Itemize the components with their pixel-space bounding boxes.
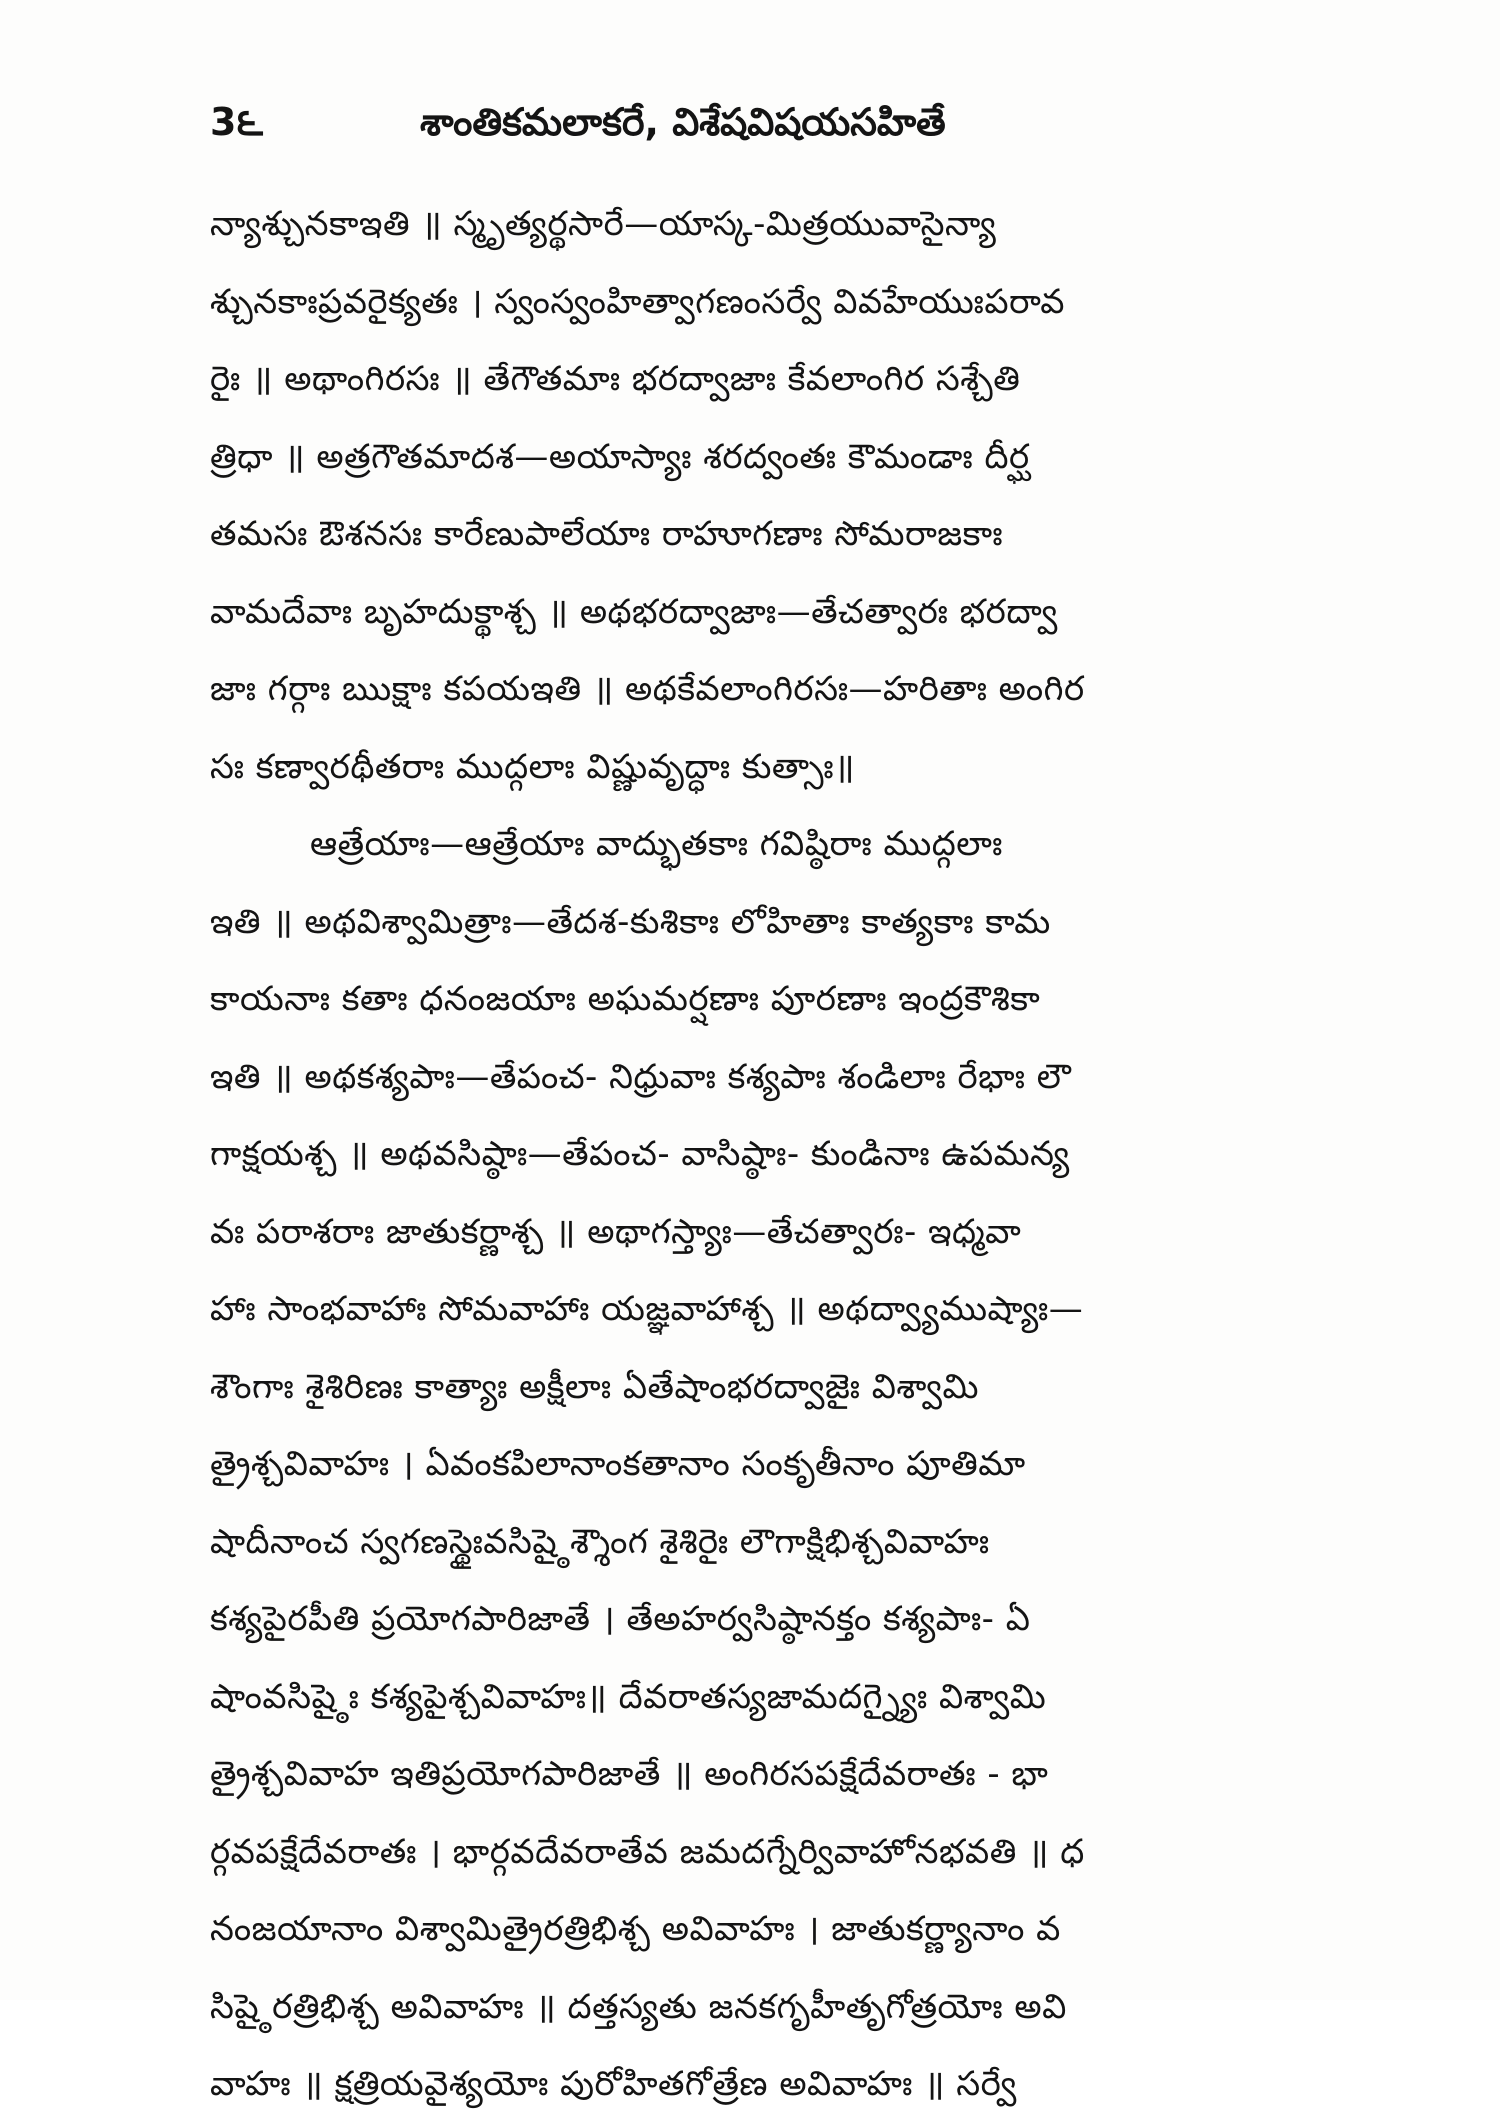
text-line: త్రిధా ॥ అత్రగౌతమాదశ—అయాస్యాః శరద్వంతః కౌమండాః దీర్ఘ <box>210 436 1030 477</box>
text-line: శౌంగాః శైశిరిణః కాత్యాః అక్షీలాః ఏతేషాంభరద్వాజైః విశ్వామి <box>210 1366 979 1407</box>
text-line: త్రైశ్చవివాహః । ఏవంకపిలానాంకతానాం సంకృతీనాం పూతిమా <box>210 1444 1026 1484</box>
text-line: షాంవసిష్ఠైః కశ్యపైశ్చవివాహః॥ దేవరాతస్యజామదగ్న్యైః విశ్వామి <box>210 1676 1047 1717</box>
text-line: తమసః ఔశనసః కారేణుపాలేయాః రాహూగణాః సోమరాజకాః <box>210 514 1004 554</box>
text-line: ఇతి ॥ అథకశ్యపాః—తేపంచ- నిధ్రువాః కశ్యపాః శండిలాః రేభాః లౌ <box>210 1056 1072 1097</box>
text-line: న్యాశ్చునకాఇతి ॥ స్మృత్యర్థసారే—యాస్క-మిత్రయువాసైన్యా <box>210 204 997 244</box>
text-line: వః పరాశరాః జాతుకర్ణాశ్చ ॥ అథాగస్త్యాః—తేచత్వారః- ఇధ్మవా <box>210 1211 1022 1252</box>
text-line: ఇతి ॥ అథవిశ్వామిత్రాః—తేదశ-కుశికాః లోహితాః కాత్యకాః కామ <box>210 901 1051 942</box>
text-line: ర్గవపక్షేదేవరాతః । భార్గవదేవరాతేవ జమదగ్నేర్వివాహోనభవతి ॥ ధ <box>210 1831 1085 1872</box>
text-line: షాదీనాంచ స్వగణస్థైఃవసిష్ఠైశ్శౌంగ శైశిరైః లౌగాక్షిభిశ్చవివాహః <box>210 1521 990 1562</box>
body-text <box>210 186 1300 2124</box>
text-line: సిష్ఠైరత్రిభిశ్చ అవివాహః ॥ దత్తస్యతు జనకగృహీతృగోత్రయోః అవి <box>210 1986 1067 2027</box>
text-line: వాహః ॥ క్షత్రియవైశ్యయోః పురోహితగోత్రేణ అవివాహః ॥ సర్వే <box>210 2064 1017 2104</box>
text-line: సః కణ్వారథీతరాః ముద్గలాః విష్ణువృద్ధాః కుత్సాః॥ <box>210 746 855 787</box>
page-number: 3౬ <box>210 100 263 144</box>
text-line: శ్చునకాఃప్రవరైక్యతః । స్వంస్వంహిత్వాగణంసర్వే వివహేయుఃపరావ <box>210 281 1065 322</box>
paragraph-start-line: ఆత్రేయాః—ఆత్రేయాః వాద్భుతకాః గవిష్ఠిరాః ముద్గలాః <box>310 824 1003 864</box>
text-line: వామదేవాః బృహదుక్థాశ్చ ॥ అథభరద్వాజాః—తేచత్వారః భరద్వా <box>210 591 1058 632</box>
text-line: నంజయానాం విశ్వామిత్రైరత్రిభిశ్చ అవివాహః । జాతుకర్ణ్యానాం వ <box>210 1909 1061 1949</box>
page-header <box>210 92 1300 152</box>
running-title: శాంతికమలాకరే, విశేషవిషయసహితే <box>420 100 946 144</box>
text-line: రైః ॥ అథాంగిరసః ॥ తేగౌతమాః భరద్వాజాః కేవలాంగిర సశ్చేతి <box>210 359 1021 399</box>
text-line: కశ్యపైరపీతి ప్రయోగపారిజాతే । తేఅహర్వసిష్ఠానక్తం కశ్యపాః- ఏ <box>210 1599 1031 1639</box>
text-line: హాః సాంభవాహాః సోమవాహాః యజ్ఞవాహాశ్చ ॥ అథద్వ్యాముష్యాః— <box>210 1289 1084 1329</box>
text-line: గాక్షయశ్చ ॥ అథవసిష్ఠాః—తేపంచ- వాసిష్ఠాః- కుండినాః ఉపమన్య <box>210 1134 1070 1174</box>
text-line: త్రైశ్చవివాహ ఇతిప్రయోగపారిజాతే ॥ అంగిరసపక్షేదేవరాతః - భా <box>210 1754 1049 1794</box>
text-line: జాః గర్గాః ఋక్షాః కపయఇతి ॥ అథకేవలాంగిరసః—హరితాః అంగిర <box>210 669 1085 709</box>
text-line: కాయనాః కతాః ధనంజయాః అఘమర్షణాః పూరణాః ఇంద్రకౌశికా <box>210 979 1041 1019</box>
